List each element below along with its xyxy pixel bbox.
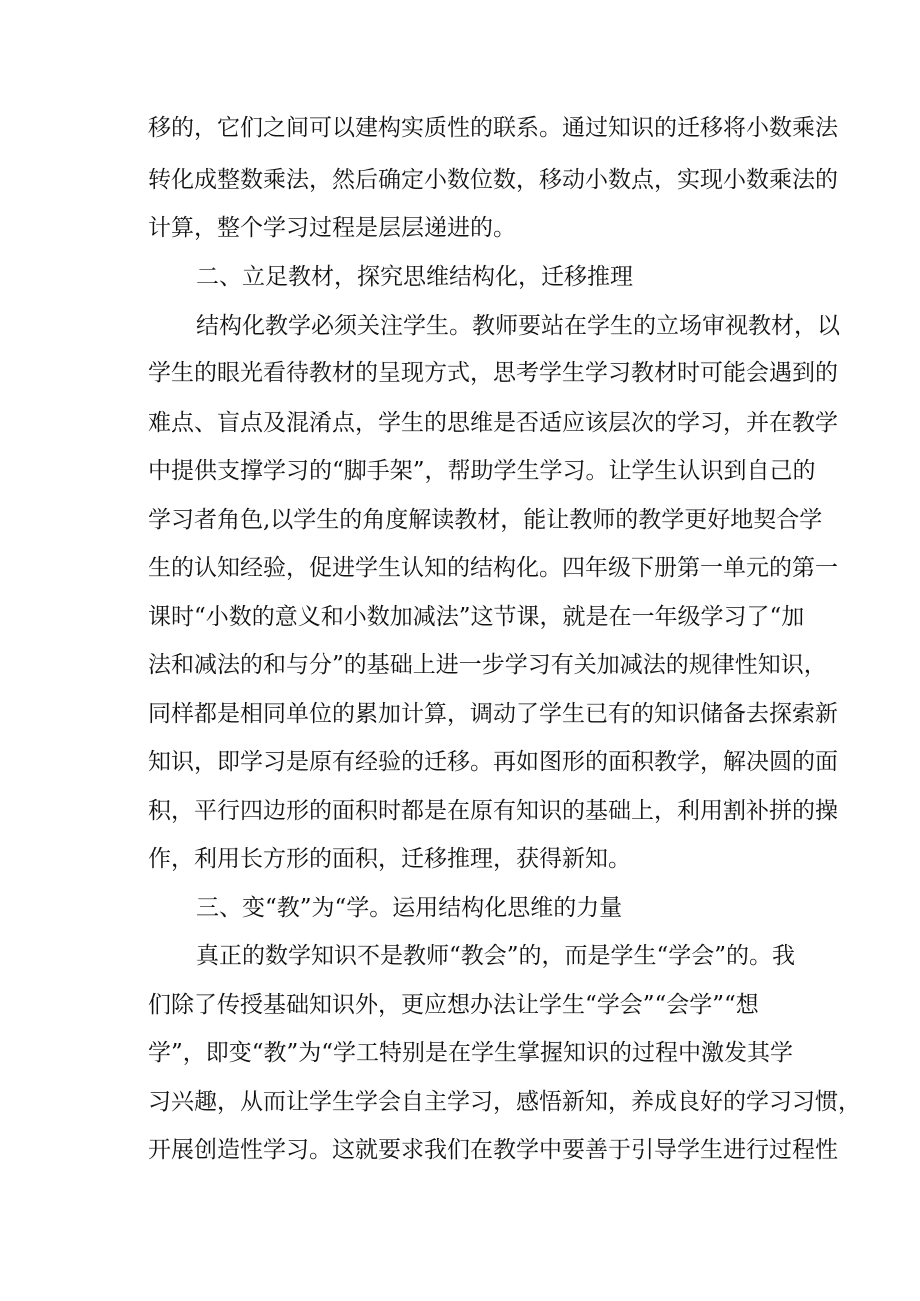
text-line: 课时“小数的意义和小数加减法”这节课，就是在一年级学习了“加 <box>148 604 805 630</box>
paragraph-start: 真正的数学知识不是教师“教会”的，而是学生“学会”的。我 <box>196 943 796 969</box>
text-line: 法和减法的和与分”的基础上进一步学习有关加减法的规律性知识， <box>148 652 827 678</box>
text-line: 习兴趣，从而让学生学会自主学习，感悟新知，养成良好的学习习惯， <box>148 1089 861 1115</box>
text-line: 计算，整个学习过程是层层递进的。 <box>148 215 516 241</box>
section-heading-2: 二、立足教材，探究思维结构化，迁移推理 <box>196 264 633 290</box>
text-line: 学生的眼光看待教材的呈现方式，思考学生学习教材时可能会遇到的 <box>148 360 838 386</box>
text-line: 学习者角色,以学生的角度解读教材，能让教师的教学更好地契合学 <box>148 507 823 533</box>
text-line: 转化成整数乘法，然后确定小数位数，移动小数点，实现小数乘法的 <box>148 167 838 193</box>
text-line: 难点、盲点及混淆点，学生的思维是否适应该层次的学习，并在教学 <box>148 410 838 436</box>
text-line: 中提供支撑学习的“脚手架”，帮助学生学习。让学生认识到自己的 <box>148 458 816 484</box>
text-line: 作，利用长方形的面积，迁移推理，获得新知。 <box>148 846 631 872</box>
text-line: 移的，它们之间可以建构实质性的联系。通过知识的迁移将小数乘法 <box>148 115 838 141</box>
text-line: 生的认知经验，促进学生认知的结构化。四年级下册第一单元的第一 <box>148 555 838 581</box>
paragraph-start: 结构化教学必须关注学生。教师要站在学生的立场审视教材，以 <box>196 313 840 339</box>
text-line: 同样都是相同单位的累加计算，调动了学生已有的知识储备去探索新 <box>148 701 838 727</box>
text-line: 学”，即变“教”为“学工特别是在学生掌握知识的过程中激发其学 <box>148 1040 794 1066</box>
text-line: 知识，即学习是原有经验的迁移。再如图形的面积教学，解决圆的面 <box>148 749 838 775</box>
text-line: 们除了传授基础知识外，更应想办法让学生“学会”“会学”“想 <box>148 992 759 1018</box>
section-heading-3: 三、变“教”为“学。运用结构化思维的力量 <box>196 895 623 921</box>
text-line: 开展创造性学习。这就要求我们在教学中要善于引导学生进行过程性 <box>148 1137 838 1163</box>
text-line: 积，平行四边形的面积时都是在原有知识的基础上，利用割补拼的操 <box>148 798 838 824</box>
